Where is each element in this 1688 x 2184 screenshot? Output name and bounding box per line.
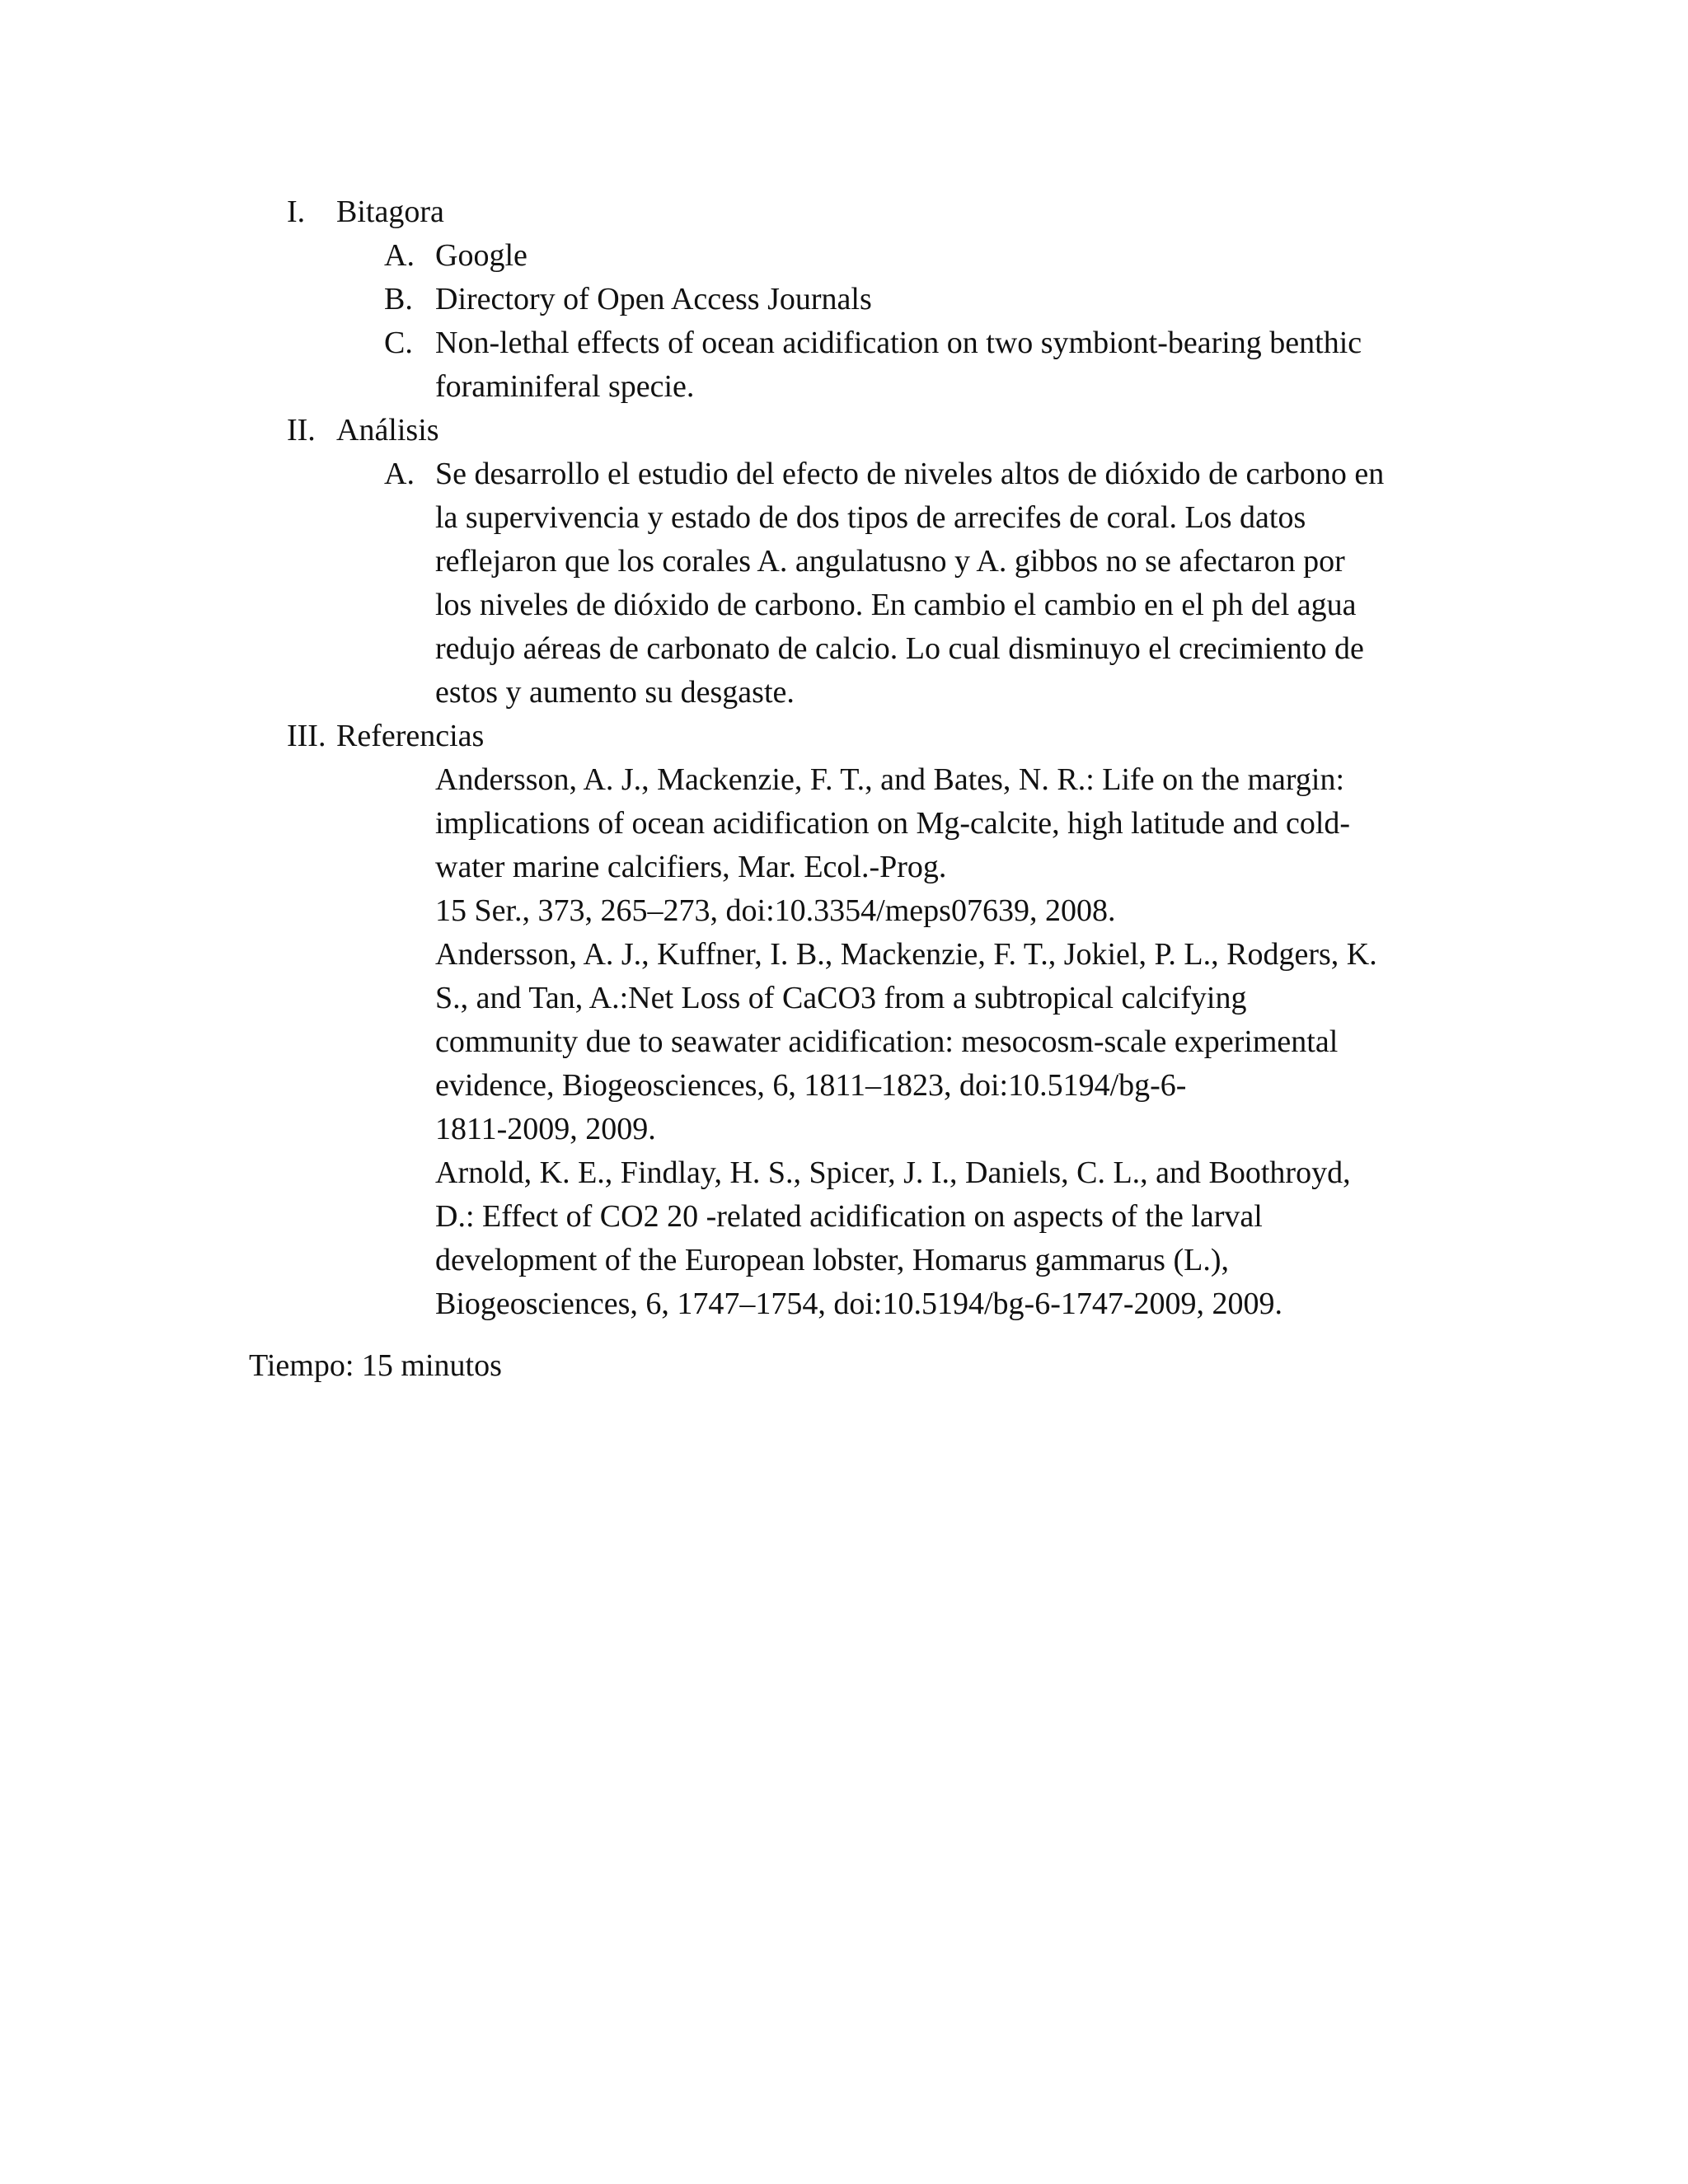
section-2-item-a-line-3: reflejaron que los corales A. angulatusno y A. gibbos no se afectaron por: [435, 544, 1345, 579]
reference-line-9: 1811-2009, 2009.: [435, 1112, 656, 1146]
section-2-item-a-line-6: estos y aumento su desgaste.: [435, 675, 795, 710]
reference-line-13: Biogeosciences, 6, 1747–1754, doi:10.5194/bg-6-1747-2009, 2009.: [435, 1286, 1283, 1321]
reference-line-12: development of the European lobster, Homarus gammarus (L.),: [435, 1243, 1229, 1277]
section-1-item-b-letter: B.: [384, 282, 413, 316]
reference-line-5: Andersson, A. J., Kuffner, I. B., Mackenzie, F. T., Jokiel, P. L., Rodgers, K.: [435, 937, 1377, 972]
reference-line-11: D.: Effect of CO2 20 -related acidification on aspects of the larval: [435, 1199, 1263, 1234]
reference-line-4: 15 Ser., 373, 265–273, doi:10.3354/meps07639, 2008.: [435, 893, 1116, 928]
reference-line-6: S., and Tan, A.:Net Loss of CaCO3 from a subtropical calcifying: [435, 981, 1247, 1015]
reference-line-8: evidence, Biogeosciences, 6, 1811–1823, doi:10.5194/bg-6-: [435, 1068, 1187, 1103]
section-1-item-a-letter: A.: [384, 238, 415, 273]
section-2-item-a-line-4: los niveles de dióxido de carbono. En cambio el cambio en el ph del agua: [435, 588, 1357, 622]
section-3-title: Referencias: [336, 719, 485, 753]
reference-line-7: community due to seawater acidification: mesocosm-scale experimental: [435, 1024, 1339, 1059]
time-spent-label: Tiempo: 15 minutos: [249, 1348, 502, 1383]
section-1-title: Bitagora: [336, 194, 444, 229]
section-2-item-a-line-5: redujo aéreas de carbonato de calcio. Lo cual disminuyo el crecimiento de: [435, 631, 1364, 666]
section-1-item-b-text: Directory of Open Access Journals: [435, 282, 872, 316]
reference-line-2: implications of ocean acidification on Mg-calcite, high latitude and cold-: [435, 806, 1351, 841]
reference-line-1: Andersson, A. J., Mackenzie, F. T., and Bates, N. R.: Life on the margin:: [435, 762, 1345, 797]
section-2-title: Análisis: [336, 413, 439, 448]
section-2-item-a-line-1: Se desarrollo el estudio del efecto de niveles altos de dióxido de carbono en: [435, 457, 1385, 491]
section-2-numeral: II.: [287, 413, 316, 448]
section-1-item-c-line-2: foraminiferal specie.: [435, 369, 695, 404]
section-2-item-a-letter: A.: [384, 457, 415, 491]
section-2-item-a-line-2: la supervivencia y estado de dos tipos de arrecifes de coral. Los datos: [435, 500, 1306, 535]
reference-line-10: Arnold, K. E., Findlay, H. S., Spicer, J. I., Daniels, C. L., and Boothroyd,: [435, 1155, 1351, 1190]
reference-line-3: water marine calcifiers, Mar. Ecol.-Prog.: [435, 850, 947, 884]
section-3-numeral: III.: [287, 719, 326, 753]
section-1-item-c-letter: C.: [384, 326, 413, 360]
section-1-item-a-text: Google: [435, 238, 528, 273]
section-1-item-c-line-1: Non-lethal effects of ocean acidification on two symbiont-bearing benthic: [435, 326, 1362, 360]
section-1-numeral: I.: [287, 194, 306, 229]
